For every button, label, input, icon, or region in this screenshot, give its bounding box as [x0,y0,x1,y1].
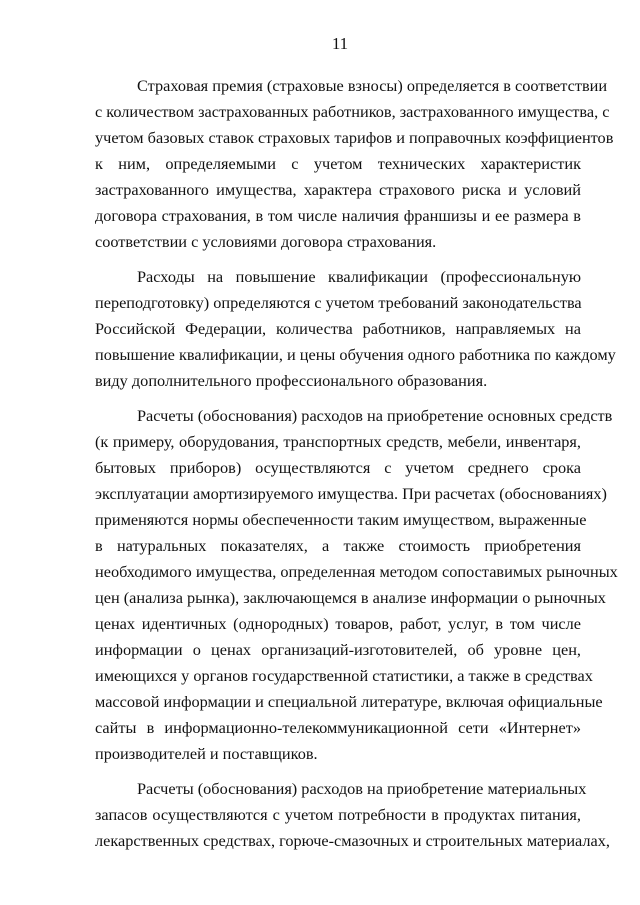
text-line: переподготовку) определяются с учетом требований законодательства [95,293,582,312]
text-line: Страховая премия (страховые взносы) определяется в соответствии [137,76,608,95]
text-line: повышение квалификации, и цены обучения одного работника по каждому [95,345,616,364]
text-line: массовой информации и специальной литературе, включая официальные [95,692,603,711]
text-line: информации о ценах организаций-изготовителей, об уровне цен, [95,640,581,659]
page-number: 11 [331,34,349,53]
text-line: имеющихся у органов государственной статистики, а также в средствах [95,666,593,685]
text-line: Российской Федерации, количества работников, направляемых на [95,319,581,338]
text-line: Расходы на повышение квалификации (профессиональную [137,267,581,286]
text-line: виду дополнительного профессионального образования. [95,371,488,390]
text-line: учетом базовых ставок страховых тарифов и поправочных коэффициентов [95,128,614,147]
text-line: лекарственных средствах, горюче-смазочных и строительных материалах, [95,831,610,850]
text-line: с количеством застрахованных работников, застрахованного имущества, с [95,102,610,121]
text-line: ценах идентичных (однородных) товаров, работ, услуг, в том числе [95,614,581,633]
text-line: цен (анализа рынка), заключающемся в анализе информации о рыночных [95,588,606,607]
text-line: применяются нормы обеспеченности таким имуществом, выраженные [95,510,587,529]
text-line: (к примеру, оборудования, транспортных средств, мебели, инвентаря, [95,432,581,451]
text-line: Расчеты (обоснования) расходов на приобретение основных средств [137,406,613,425]
text-line: необходимого имущества, определенная методом сопоставимых рыночных [95,562,618,581]
text-line: застрахованного имущества, характера страхового риска и условий [95,180,581,199]
paragraph [95,264,616,394]
text-line: Расчеты (обоснования) расходов на приобретение материальных [137,779,587,798]
document-body [95,73,618,854]
text-line: эксплуатации амортизируемого имущества. При расчетах (обоснованиях) [95,484,607,503]
text-line: бытовых приборов) осуществляются с учетом среднего срока [95,458,581,477]
text-line: сайты в информационно-телекоммуникационной сети «Интернет» [95,718,581,737]
paragraph [95,403,618,767]
paragraph [95,776,610,854]
text-line: в натуральных показателях, а также стоимость приобретения [95,536,581,555]
text-line: соответствии с условиями договора страхования. [95,232,437,251]
text-line: производителей и поставщиков. [95,744,318,763]
text-line: договора страхования, в том числе наличия франшизы и ее размера в [95,206,581,225]
text-line: к ним, определяемыми с учетом технических характеристик [95,154,581,173]
paragraph [95,73,614,255]
text-line: запасов осуществляются с учетом потребности в продуктах питания, [95,805,581,824]
